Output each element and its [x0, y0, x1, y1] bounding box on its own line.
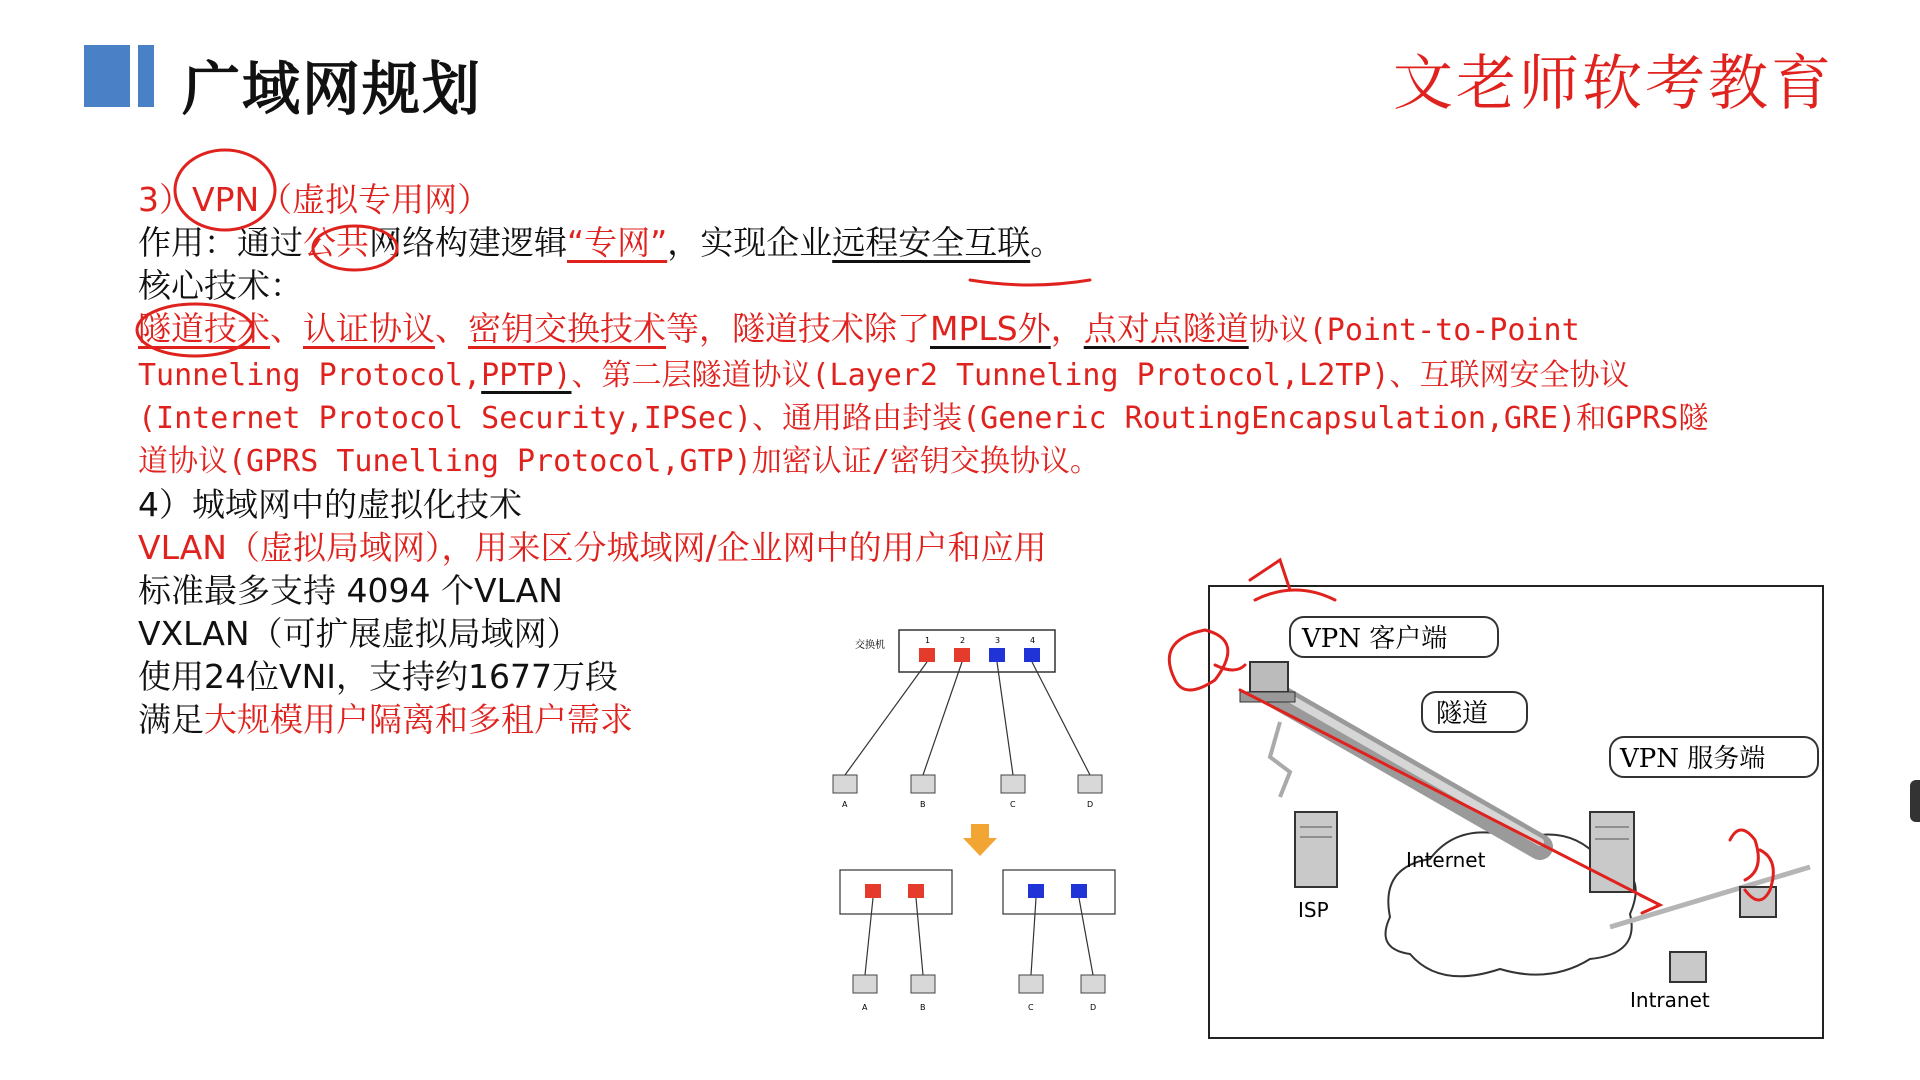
title-accent-bar-thin — [138, 45, 154, 107]
protocol-line-3: 道协议(GPRS Tunelling Protocol,GTP)加密认证/密钥交换协议。 — [138, 444, 1100, 479]
pc-label-a: A — [842, 800, 848, 809]
port-blue-3 — [989, 648, 1005, 662]
client-computer-icon — [1240, 662, 1295, 702]
vlan-split-diagram — [815, 610, 1145, 1020]
port-red-1 — [919, 648, 935, 662]
protocol-line-1: Tunneling Protocol,PPTP)、第二层隧道协议(Layer2 Tunneling Protocol,L2TP)、互联网安全协议 — [138, 358, 1630, 393]
intranet-computer-icon — [1670, 887, 1776, 982]
switch-box-red — [840, 870, 952, 914]
side-scroll-tab[interactable] — [1910, 780, 1920, 822]
protocol-line-2: (Internet Protocol Security,IPSec)、通用路由封装(Generic RoutingEncapsulation,GRE)和GPRS隧 — [138, 401, 1709, 436]
down-arrow-icon — [963, 824, 997, 856]
pc-label-c-bottom: C — [1028, 1003, 1034, 1012]
port-number-4: 4 — [1030, 636, 1036, 645]
vlan-max: 标准最多支持 4094 个VLAN — [138, 571, 563, 610]
port-blue — [1071, 884, 1087, 898]
vlan-heading: 4）城域网中的虚拟化技术 — [138, 485, 522, 524]
computer-icon — [833, 775, 857, 793]
port-number-2: 2 — [960, 636, 966, 645]
lightning-link-icon — [1270, 722, 1290, 797]
brand-logo-text: 文老师软考教育 — [1393, 49, 1834, 119]
public-word: 公共 — [303, 223, 369, 262]
vlan-description: VLAN（虚拟局域网），用来区分城域网/企业网中的用户和应用 — [138, 528, 1047, 567]
vpn-topology-diagram — [1208, 585, 1824, 1039]
pc-label-b-bottom: B — [920, 1003, 926, 1012]
pc-label-c: C — [1010, 800, 1016, 809]
port-red — [908, 884, 924, 898]
intranet-label: Intranet — [1630, 988, 1710, 1012]
switch-label: 交换机 — [855, 640, 885, 651]
pc-label-d: D — [1087, 800, 1094, 809]
port-number-3: 3 — [995, 636, 1001, 645]
core-tech-label: 核心技术： — [138, 266, 303, 305]
port-red — [865, 884, 881, 898]
isp-server-icon — [1295, 812, 1337, 887]
core-tech-line: 隧道技术、认证协议、密钥交换技术等，隧道技术除了MPLS外，点对点隧道协议(Point-to-Point — [138, 309, 1580, 348]
intranet-link — [1610, 867, 1810, 927]
computer-icon — [1081, 975, 1105, 993]
computer-icon — [1019, 975, 1043, 993]
slide-title: 广域网规划 — [182, 55, 483, 123]
port-blue-4 — [1024, 648, 1040, 662]
title-accent-bar — [84, 45, 130, 107]
pc-label-d-bottom: D — [1090, 1003, 1097, 1012]
satisfy-line: 满足大规模用户隔离和多租户需求 — [138, 700, 633, 739]
isp-label: ISP — [1298, 898, 1329, 922]
vpn-heading: 3）VPN（虚拟专用网） — [138, 180, 491, 219]
vxlan-line: VXLAN（可扩展虚拟局域网） — [138, 614, 580, 653]
client-label: VPN 客户端 — [1302, 624, 1448, 654]
tunnel-label: 隧道 — [1436, 699, 1489, 729]
port-red-2 — [954, 648, 970, 662]
internet-label: Internet — [1406, 848, 1486, 872]
port-blue — [1028, 884, 1044, 898]
switch-box-blue — [1003, 870, 1115, 914]
computer-icon — [1001, 775, 1025, 793]
private-net-quote: “专网” — [567, 223, 668, 262]
port-number-1: 1 — [925, 636, 931, 645]
server-label: VPN 服务端 — [1620, 744, 1766, 774]
vni-line: 使用24位VNI，支持约1677万段 — [138, 657, 618, 696]
computer-icon — [911, 775, 935, 793]
vpn-purpose: 作用：通过公共网络构建逻辑“专网”，实现企业远程安全互联。 — [138, 223, 1064, 262]
vpn-server-icon — [1590, 812, 1634, 892]
computer-icon — [1078, 775, 1102, 793]
remote-secure-link: 远程安全互联 — [832, 223, 1031, 262]
computer-icon — [853, 975, 877, 993]
pc-label-a-bottom: A — [862, 1003, 868, 1012]
pc-label-b: B — [920, 800, 926, 809]
computer-icon — [911, 975, 935, 993]
